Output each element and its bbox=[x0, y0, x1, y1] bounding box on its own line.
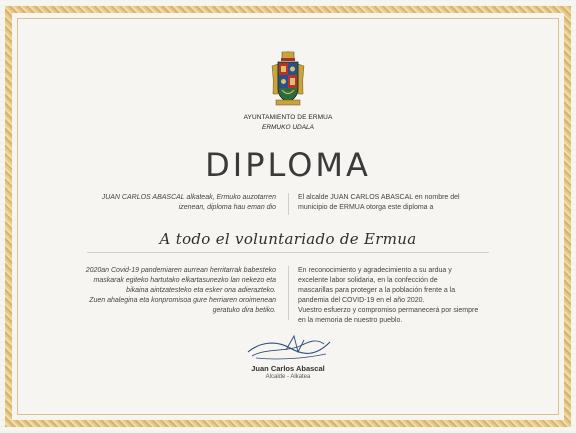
body-basque-line: Zuen ahalegina eta konpromisoa gure herriaren oroimenean bbox=[89, 297, 276, 304]
signer-name: Juan Carlos Abascal bbox=[251, 364, 325, 373]
body-basque-line: bikaina aintzatesteko eta esker ona adierazteko. bbox=[126, 287, 276, 294]
body-spanish-line: en la memoria de nuestro pueblo. bbox=[298, 317, 403, 324]
body-basque-line: 2020an Covid-19 pandemiaren aurrean herritarrak babesteko bbox=[85, 267, 276, 274]
page-title: DIPLOMA bbox=[205, 146, 371, 184]
body-spanish-line: mascarillas para proteger a la población frente a la bbox=[298, 287, 456, 294]
intro-spanish-line: municipio de ERMUA otorga este diploma a bbox=[298, 204, 434, 211]
intro-basque-line: JUAN CARLOS ABASCAL alkateak, Ermuko auzotarren bbox=[101, 194, 276, 201]
org-name-basque: ERMUKO UDALA bbox=[261, 124, 314, 131]
intro-basque bbox=[46, 193, 276, 213]
recipient-name: A todo el voluntariado de Ermua bbox=[159, 230, 417, 248]
intro-spanish bbox=[298, 193, 528, 213]
body-basque bbox=[46, 266, 276, 316]
body-spanish-line: En reconocimiento y agradecimiento a su ardua y bbox=[298, 267, 452, 274]
intro-basque-line: izenean, diploma hau eman dio bbox=[178, 204, 276, 211]
body-divider bbox=[288, 266, 289, 320]
body-basque-line: maskarak egiteko hartutako elkartasunezko lan nekezo eta bbox=[93, 277, 276, 284]
org-name-spanish: AYUNTAMIENTO DE ERMUA bbox=[243, 114, 333, 121]
coat-of-arms-icon bbox=[270, 50, 306, 108]
body-spanish-line: excelente labor solidaria, en la confección de bbox=[298, 277, 438, 284]
intro-spanish-line: El alcalde JUAN CARLOS ABASCAL en nombre del bbox=[298, 194, 460, 201]
body-spanish-line: Vuestro esfuerzo y compromiso permanecerá por siempre bbox=[298, 307, 479, 314]
body-spanish-line: pandemia del COVID-19 en el año 2020. bbox=[298, 297, 425, 304]
signer-role: Alcalde - Alkatea bbox=[265, 374, 311, 380]
intro-divider bbox=[288, 193, 289, 215]
recipient-underline bbox=[87, 252, 489, 253]
signature-scribble bbox=[246, 330, 332, 362]
body-spanish bbox=[298, 266, 528, 326]
body-basque-line: geratuko dira betiko. bbox=[212, 307, 276, 314]
